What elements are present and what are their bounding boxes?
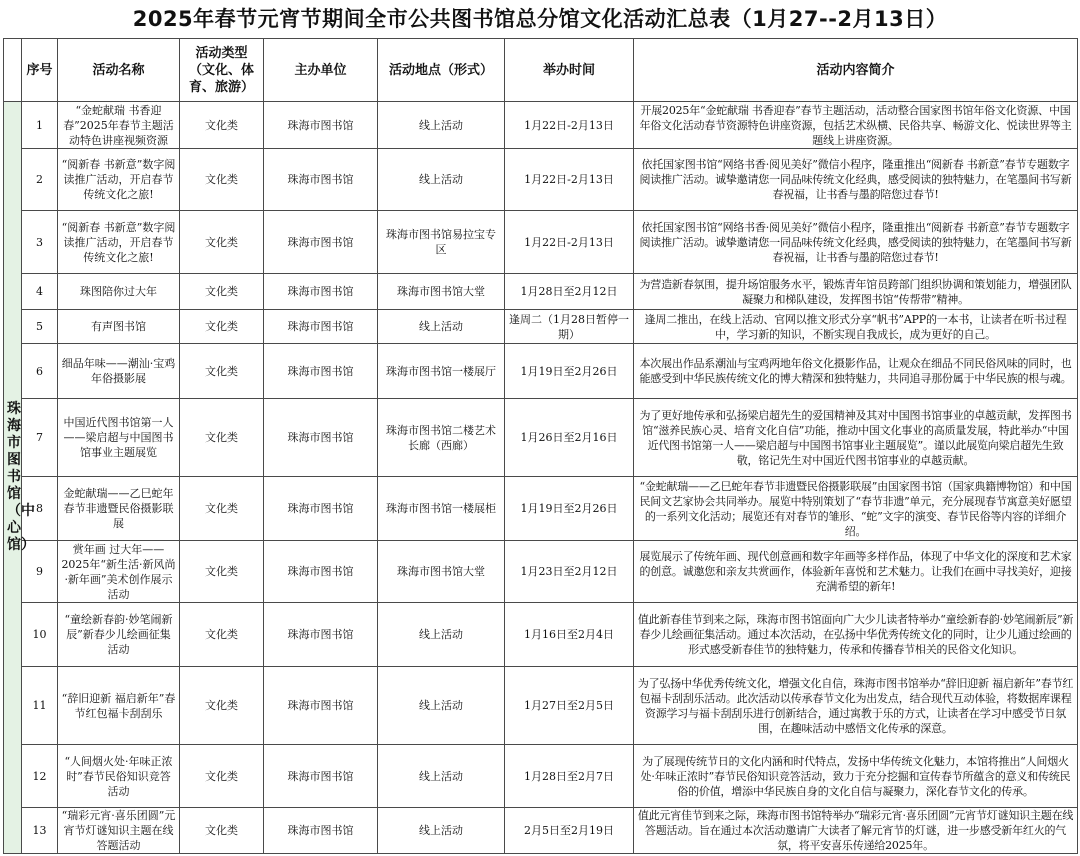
cell-time: 1月19日至2月26日: [505, 477, 634, 541]
cell-content: 为营造新春氛围，提升场馆服务水平，锻炼青年馆员跨部门组织协调和策划能力，增强团队凝聚力和梯队建设，发挥图书馆“传帮带”精神。: [634, 274, 1078, 310]
cell-venue: 线上活动: [378, 808, 505, 854]
table-row: [4, 310, 1078, 344]
cell-seq: 3: [22, 211, 58, 274]
table-row: [4, 667, 1078, 745]
cell-type: 文化类: [180, 344, 264, 399]
header-organizer: 主办单位: [264, 39, 378, 102]
cell-name: “辞旧迎新 福启新年”春节红包福卡刮刮乐: [58, 667, 180, 745]
cell-venue: 线上活动: [378, 149, 505, 211]
cell-name: “金蛇献瑞 书香迎春”2025年春节主题活动特色讲座视频资源: [58, 102, 180, 149]
cell-name: “人间烟火处·年味正浓时”春节民俗知识竞答活动: [58, 745, 180, 808]
cell-content: 为了展现传统节日的文化内涵和时代特点，发扬中华传统文化魅力，本馆将推出“人间烟火处·年味正浓时”春节民俗知识竞答活动，致力于充分挖掘和宣传春节所蕴含的意义和传统民俗的价值，增添中华民族自身的文化自信与凝聚力，深化春节文化的传承。: [634, 745, 1078, 808]
cell-content: 依托国家图书馆“网络书香·阅见美好”微信小程序，隆重推出“阅新春 书新意”春节专题数字阅读推广活动。诚挚邀请您一同品味传统文化经典，感受阅读的独特魅力，在笔墨间书写新春祝福，让书香与墨韵陪您过春节!: [634, 211, 1078, 274]
cell-time: 1月28日至2月7日: [505, 745, 634, 808]
cell-organizer: 珠海市图书馆: [264, 149, 378, 211]
table-row: [4, 274, 1078, 310]
cell-organizer: 珠海市图书馆: [264, 344, 378, 399]
cell-seq: 9: [22, 541, 58, 603]
cell-time: 2月5日至2月19日: [505, 808, 634, 854]
cell-name: 赏年画 过大年——2025年“新生活·新风尚·新年画”美术创作展示活动: [58, 541, 180, 603]
cell-name: “阅新春 书新意”数字阅读推广活动，开启春节传统文化之旅!: [58, 149, 180, 211]
cell-type: 文化类: [180, 102, 264, 149]
cell-venue: 珠海市图书馆一楼展厅: [378, 344, 505, 399]
cell-type: 文化类: [180, 149, 264, 211]
cell-seq: 13: [22, 808, 58, 854]
cell-venue: 珠海市图书馆二楼艺术长廊（西廊）: [378, 399, 505, 477]
cell-content: 值此新春佳节到来之际，珠海市图书馆面向广大少儿读者特举办“童绘新春韵·妙笔闹新辰”新春少儿绘画征集活动。通过本次活动，在弘扬中华优秀传统文化的同时，让少儿通过绘画的形式感受新春佳节的独特魅力，传承和传播春节相关的民俗文化知识。: [634, 603, 1078, 667]
cell-venue: 珠海市图书馆易拉宝专区: [378, 211, 505, 274]
cell-venue: 珠海市图书馆一楼展柜: [378, 477, 505, 541]
cell-venue: 珠海市图书馆大堂: [378, 541, 505, 603]
cell-type: 文化类: [180, 603, 264, 667]
table-row: [4, 211, 1078, 274]
activity-table: [3, 38, 1078, 854]
table-row: [4, 344, 1078, 399]
cell-type: 文化类: [180, 667, 264, 745]
cell-organizer: 珠海市图书馆: [264, 667, 378, 745]
cell-venue: 线上活动: [378, 310, 505, 344]
cell-organizer: 珠海市图书馆: [264, 541, 378, 603]
cell-organizer: 珠海市图书馆: [264, 211, 378, 274]
cell-type: 文化类: [180, 274, 264, 310]
cell-seq: 8: [22, 477, 58, 541]
cell-venue: 珠海市图书馆大堂: [378, 274, 505, 310]
cell-content: 本次展出作品系潮汕与宝鸡两地年俗文化摄影作品，让观众在细品不同民俗风味的同时，也能感受到中华民族传统文化的博大精深和独特魅力，共同追寻那份属于中华民族的根与魂。: [634, 344, 1078, 399]
cell-content: 展览展示了传统年画、现代创意画和数字年画等多样作品，体现了中华文化的深度和艺术家的创意。诚邀您和亲友共赏画作，体验新年喜悦和艺术魅力。让我们在画中寻找美好，迎接充满希望的新年!: [634, 541, 1078, 603]
cell-venue: 线上活动: [378, 667, 505, 745]
cell-venue: 线上活动: [378, 603, 505, 667]
cell-time: 1月27日至2月5日: [505, 667, 634, 745]
cell-name: 中国近代图书馆第一人——梁启超与中国图书馆事业主题展览: [58, 399, 180, 477]
table-row: [4, 149, 1078, 211]
cell-organizer: 珠海市图书馆: [264, 310, 378, 344]
cell-type: 文化类: [180, 310, 264, 344]
header-row: [4, 39, 1078, 102]
cell-type: 文化类: [180, 211, 264, 274]
cell-type: 文化类: [180, 399, 264, 477]
cell-seq: 7: [22, 399, 58, 477]
cell-content: 依托国家图书馆“网络书香·阅见美好”微信小程序，隆重推出“阅新春 书新意”春节专题数字阅读推广活动。诚挚邀请您一同品味传统文化经典，感受阅读的独特魅力，在笔墨间书写新春祝福，让书香与墨韵陪您过春节!: [634, 149, 1078, 211]
cell-seq: 2: [22, 149, 58, 211]
cell-time: 1月28日至2月12日: [505, 274, 634, 310]
cell-time: 1月22日-2月13日: [505, 211, 634, 274]
cell-seq: 4: [22, 274, 58, 310]
cell-organizer: 珠海市图书馆: [264, 102, 378, 149]
header-venue: 活动地点（形式）: [378, 39, 505, 102]
cell-seq: 6: [22, 344, 58, 399]
table-row: [4, 808, 1078, 854]
cell-time: 1月16日至2月4日: [505, 603, 634, 667]
cell-name: “阅新春 书新意”数字阅读推广活动，开启春节传统文化之旅!: [58, 211, 180, 274]
header-name: 活动名称: [58, 39, 180, 102]
cell-name: “瑞彩元宵·喜乐团圆”元宵节灯谜知识主题在线答题活动: [58, 808, 180, 854]
table-row: [4, 745, 1078, 808]
cell-organizer: 珠海市图书馆: [264, 477, 378, 541]
cell-organizer: 珠海市图书馆: [264, 399, 378, 477]
table-row: [4, 541, 1078, 603]
cell-type: 文化类: [180, 541, 264, 603]
cell-time: 1月23日至2月12日: [505, 541, 634, 603]
cell-type: 文化类: [180, 477, 264, 541]
cell-name: 有声图书馆: [58, 310, 180, 344]
cell-seq: 5: [22, 310, 58, 344]
cell-organizer: 珠海市图书馆: [264, 603, 378, 667]
cell-type: 文化类: [180, 745, 264, 808]
document-title: 2025年春节元宵节期间全市公共图书馆总分馆文化活动汇总表（1月27--2月13日）: [132, 7, 948, 31]
cell-seq: 1: [22, 102, 58, 149]
cell-seq: 10: [22, 603, 58, 667]
table-row: [4, 603, 1078, 667]
table-row: [4, 102, 1078, 149]
header-group-cell: [4, 39, 22, 102]
header-seq: 序号: [22, 39, 58, 102]
cell-name: 珠图陪你过大年: [58, 274, 180, 310]
cell-name: “童绘新春韵·妙笔闹新辰”新春少儿绘画征集活动: [58, 603, 180, 667]
cell-time: 1月22日-2月13日: [505, 102, 634, 149]
cell-time: 逢周二（1月28日暂停一期）: [505, 310, 634, 344]
cell-seq: 12: [22, 745, 58, 808]
header-time: 举办时间: [505, 39, 634, 102]
cell-organizer: 珠海市图书馆: [264, 745, 378, 808]
header-type: 活动类型（文化、体育、旅游）: [180, 39, 264, 102]
cell-content: 为了弘扬中华优秀传统文化，增强文化自信，珠海市图书馆举办“辞旧迎新 福启新年”春节红包福卡刮刮乐活动。此次活动以传承春节文化为出发点，结合现代互动体验，将数据库课程资源学习与福卡刮刮乐进行创新结合，通过寓教于乐的方式，让读者在学习中感受节日氛围，在趣味活动中感悟文化传承的深意。: [634, 667, 1078, 745]
table-row: [4, 399, 1078, 477]
cell-type: 文化类: [180, 808, 264, 854]
cell-time: 1月19日至2月26日: [505, 344, 634, 399]
cell-content: 开展2025年“金蛇献瑞 书香迎春”春节主题活动，活动整合国家图书馆年俗文化资源、中国年俗文化活动春节资源特色讲座资源，包括艺术纵横、民俗共享、畅游文化、悦读世界等主题线上讲座资源。: [634, 102, 1078, 149]
cell-content: “金蛇献瑞——乙巳蛇年春节非遗暨民俗摄影联展”由国家图书馆（国家典籍博物馆）和中国民间文艺家协会共同举办。展览中特别策划了“春节非遗”单元，充分展现春节寓意美好愿望的一系列文化活动；展览还有对春节的雏形、“蛇”文字的演变、春节民俗等内容的详细介绍。: [634, 477, 1078, 541]
cell-venue: 线上活动: [378, 745, 505, 808]
cell-content: 为了更好地传承和弘扬梁启超先生的爱国精神及其对中国图书馆事业的卓越贡献，发挥图书馆“滋养民族心灵、培育文化自信”功能，推动中国文化事业的高质量发展，特此举办“中国近代图书馆第一人——梁启超与中国图书馆事业主题展览”。谨以此展览向梁启超先生致敬，铭记先生对中国近代图书馆事业的卓越贡献。: [634, 399, 1078, 477]
cell-venue: 线上活动: [378, 102, 505, 149]
cell-name: 细品年味——潮汕·宝鸡年俗摄影展: [58, 344, 180, 399]
cell-time: 1月22日-2月13日: [505, 149, 634, 211]
cell-organizer: 珠海市图书馆: [264, 808, 378, 854]
cell-time: 1月26日至2月16日: [505, 399, 634, 477]
header-content: 活动内容简介: [634, 39, 1078, 102]
cell-content: 值此元宵佳节到来之际，珠海市图书馆特举办“瑞彩元宵·喜乐团圆”元宵节灯谜知识主题在线答题活动。旨在通过本次活动邀请广大读者了解元宵节的灯谜，进一步感受新年红火的气氛，将平安喜乐传递给2025年。: [634, 808, 1078, 854]
cell-seq: 11: [22, 667, 58, 745]
group-label-cell: [4, 102, 35, 854]
group-label: 珠海市图书馆（中心馆）: [7, 401, 35, 553]
cell-name: 金蛇献瑞——乙巳蛇年春节非遗暨民俗摄影联展: [58, 477, 180, 541]
table-row: [4, 477, 1078, 541]
cell-content: 逢周二推出，在线上活动、官网以推文形式分享“帆书”APP的一本书，让读者在听书过程中，学习新的知识，不断实现自我成长，成为更好的自己。: [634, 310, 1078, 344]
cell-organizer: 珠海市图书馆: [264, 274, 378, 310]
